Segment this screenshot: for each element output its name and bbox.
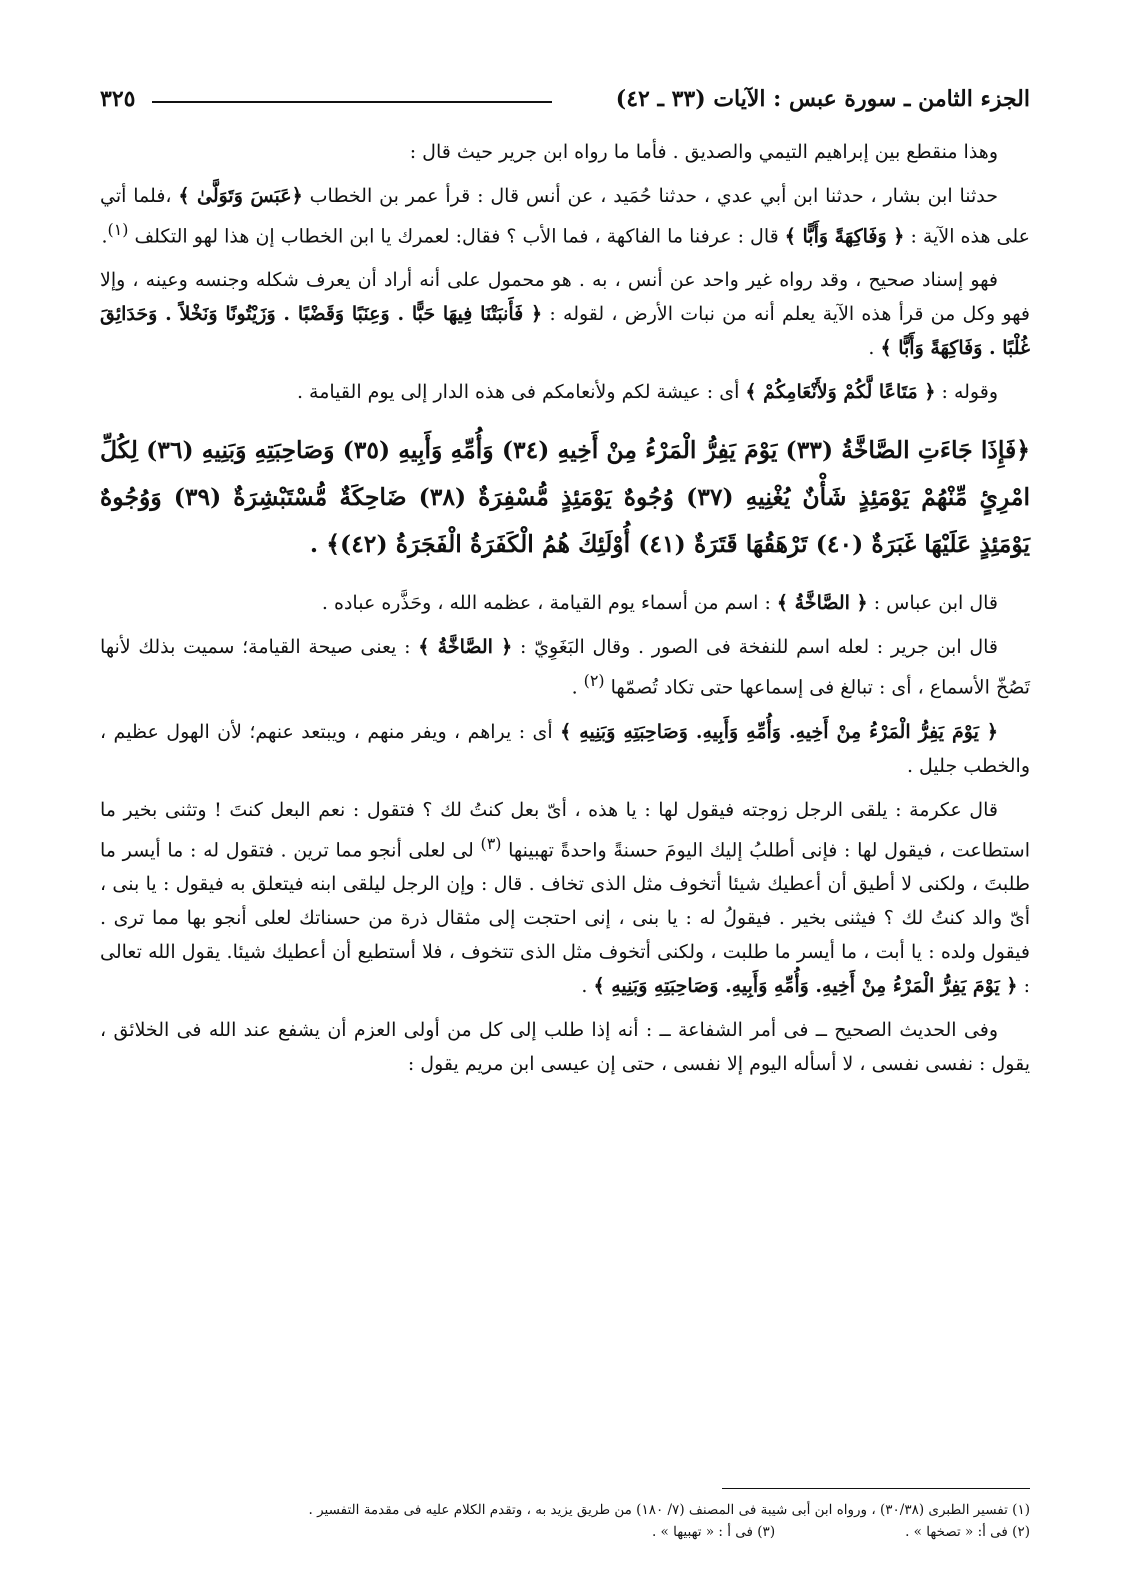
footnote: (٣) فى أ : « تهبيها » . [651, 1524, 776, 1540]
paragraph: فهو إسناد صحيح ، وقد رواه غير واحد عن أنس ، به . هو محمول على أنه أراد أن يعرف شكله وجنسه وعينه ، وإلا فهو وكل من قرأ هذه الآية يعلم أنه من نبات الأرض ، لقوله : ﴿ فَأَنبَتْنَا فِيهَا حَبًّا . وَعِنَبًا وَقَضْبًا . وَزَيْتُونًا وَنَخْلاً . وَحَدَائِقَ غُلْبًا . وَفَاكِهَةً وَأَبًّا ﴾ . [100, 269, 1030, 360]
main-text [100, 135, 1030, 1091]
footnote-ref: (١) [107, 220, 129, 239]
running-header [100, 86, 1030, 122]
quran-quote: ﴿ مَتَاعًا لَّكُمْ وَلأَنْعَامِكُمْ ﴾ [745, 381, 936, 404]
running-title: الجزء الثامن ـ سورة عبس : الآيات (٣٣ ـ ٤٢) [615, 86, 1030, 112]
quran-quote: ﴿عَبَسَ وَتَوَلَّىٰ ﴾ [178, 185, 303, 207]
quran-quote: ﴿ الصَّاخَّةُ ﴾ [418, 636, 513, 659]
paragraph: قال عكرمة : يلقى الرجل زوجته فيقول لها : يا هذه ، أىّ بعل كنتُ لك ؟ فتقول : نعم البعل كنتَ ! وتثنى بخير ما استطاعت ، فيقول لها : فإنى أطلبُ إليك اليومَ حسنةً واحدةً تهبينها $^{(٣)}$ لى لعلى أنجو مما ترين . فتقول له : ما أيسر ما طلبتَ ، ولكنى لا أطيق أن أعطيك شيئا أتخوف مثل الذى تخاف . قال : وإن الرجل ليلقى ابنه فيتعلق به فيقول : يا بنى ، أىّ والد كنتُ لك ؟ فيثنى بخير . فيقولُ له : يا بنى ، إنى احتجت إلى مثقال ذرة من حسناتك لعلى أنجو بها مما ترى . فيقول ولده : يا أبت ، ما أيسر ما طلبت ، ولكنى أتخوف مثل الذى تتخوف ، فلا أستطيع أن أعطيك شيئا. يقول الله تعالى : ﴿ يَوْمَ يَفِرُّ الْمَرْءُ مِنْ أَخِيهِ. وَأُمِّهِ وَأَبِيهِ. وَصَاحِبَتِهِ وَبَنِيهِ ﴾ . [100, 798, 1030, 997]
paragraph: قال ابن جرير : لعله اسم للنفخة فى الصور . وقال البَغَوِيّ : ﴿ الصَّاخَّةُ ﴾ : يعنى صيحة القيامة؛ سميت بذلك لأنها تَصُخّ الأسماع ، أى : تبالغ فى إسماعها حتى تكاد تُصمّها $^{(٢)}$ . [100, 636, 1030, 699]
paragraph: وقوله : ﴿ مَتَاعًا لَّكُمْ وَلأَنْعَامِكُمْ ﴾ أى : عيشة لكم ولأنعامكم فى هذه الدار إلى يوم القيامة . [296, 381, 998, 404]
footnote: (٢) فى أ: « تصخها » . [905, 1524, 1030, 1540]
footnote-ref: (٣) [480, 833, 502, 853]
footnote-row [100, 1521, 1030, 1543]
paragraph: حدثنا ابن بشار ، حدثنا ابن أبي عدي ، حدثنا حُمَيد ، عن أنس قال : قرأ عمر بن الخطاب ﴿عَبَسَ وَتَوَلَّىٰ ﴾ ،فلما أتي على هذه الآية : ﴿ وَفَاكِهَةً وَأَبًّا ﴾ قال : عرفنا ما الفاكهة ، فما الأب ؟ فقال: لعمرك يا ابن الخطاب إن هذا لهو التكلف $^{(١)}$. [100, 185, 1030, 248]
quran-quote: ﴿ فَأَنبَتْنَا فِيهَا حَبًّا . وَعِنَبًا وَقَضْبًا . وَزَيْتُونًا وَنَخْلاً . وَحَدَائِقَ غُلْبًا . وَفَاكِهَةً وَأَبًّا ﴾ [100, 303, 1030, 360]
footnote: (١) تفسير الطبرى (٣٠/٣٨) ، ورواه ابن أبى شيبة فى المصنف (٧/ ١٨٠) من طريق يزيد به ، وتقدم الكلام عليه فى مقدمة التفسير . [308, 1502, 1030, 1518]
quran-verses-block: ﴿فَإِذَا جَاءَتِ الصَّاخَّةُ (٣٣) يَوْمَ يَفِرُّ الْمَرْءُ مِنْ أَخِيهِ (٣٤) وَأُمِّهِ وَأَبِيهِ (٣٥) وَصَاحِبَتِهِ وَبَنِيهِ (٣٦) لِكُلِّ امْرِئٍ مِّنْهُمْ يَوْمَئِذٍ شَأْنٌ يُغْنِيهِ (٣٧) وُجُوهٌ يَوْمَئِذٍ مُّسْفِرَةٌ (٣٨) ضَاحِكَةٌ مُّسْتَبْشِرَةٌ (٣٩) وَوُجُوهٌ يَوْمَئِذٍ عَلَيْهَا غَبَرَةٌ (٤٠) تَرْهَقُهَا قَتَرَةٌ (٤١) أُوْلَئِكَ هُمُ الْكَفَرَةُ الْفَجَرَةُ (٤٢)﴾ . [100, 436, 1030, 559]
quran-quote: ﴿ يَوْمَ يَفِرُّ الْمَرْءُ مِنْ أَخِيهِ. وَأُمِّهِ وَأَبِيهِ. وَصَاحِبَتِهِ وَبَنِيهِ ﴾ [560, 720, 998, 743]
paragraph: ﴿ يَوْمَ يَفِرُّ الْمَرْءُ مِنْ أَخِيهِ. وَأُمِّهِ وَأَبِيهِ. وَصَاحِبَتِهِ وَبَنِيهِ ﴾ أى : يراهم ، ويفر منهم ، ويبتعد عنهم؛ لأن الهول عظيم ، والخطب جليل . [100, 720, 1030, 777]
quran-quote: ﴿ وَفَاكِهَةً وَأَبًّا ﴾ [784, 225, 905, 248]
header-rule [152, 101, 552, 103]
page-number: ٣٢٥ [100, 86, 136, 112]
paragraph: وفى الحديث الصحيح ــ فى أمر الشفاعة ــ : أنه إذا طلب إلى كل من أولى العزم أن يشفع عند الله فى الخلائق ، يقول : نفسى نفسى ، لا أسأله اليوم إلا نفسى ، حتى إن عيسى ابن مريم يقول : [100, 1018, 1030, 1075]
footnote-ref: (٢) [583, 671, 605, 691]
quran-quote: ﴿ الصَّاخَّةُ ﴾ [776, 592, 868, 615]
paragraph: وهذا منقطع بين إبراهيم التيمي والصديق . فأما ما رواه ابن جرير حيث قال : [409, 141, 998, 163]
quran-quote: ﴿ يَوْمَ يَفِرُّ الْمَرْءُ مِنْ أَخِيهِ. وَأُمِّهِ وَأَبِيهِ. وَصَاحِبَتِهِ وَبَنِيهِ ﴾ [593, 974, 1018, 997]
footnote-rule [722, 1488, 1030, 1489]
paragraph: قال ابن عباس : ﴿ الصَّاخَّةُ ﴾ : اسم من أسماء يوم القيامة ، عظمه الله ، وحَذَّره عباده . [321, 592, 998, 615]
footnotes [100, 1499, 1030, 1543]
